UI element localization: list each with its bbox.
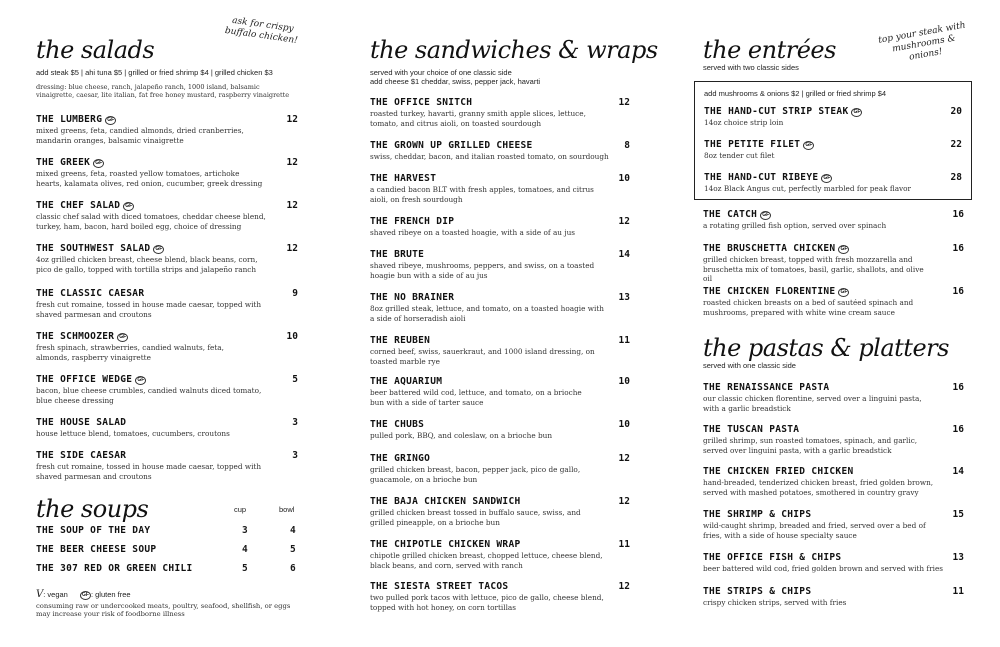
item-description: roasted chicken breasts on a bed of sautéed spinach and mushrooms, prepared with white wine cream sauce xyxy=(703,298,914,317)
gluten-free-icon: GF xyxy=(153,245,164,254)
menu-item xyxy=(36,417,298,439)
item-price: 9 xyxy=(292,288,298,299)
item-description: two pulled pork tacos with lettuce, pico de gallo, cheese blend, topped with hot honey, on corn tortillas xyxy=(370,593,604,612)
item-description: beer battered wild cod, fried golden brown and served with fries xyxy=(703,564,944,573)
item-name: THE OFFICE WEDGE xyxy=(36,374,133,385)
menu-item xyxy=(370,173,630,204)
item-description: 14oz choice strip loin xyxy=(704,118,784,127)
soup-bowl-price: 6 xyxy=(290,563,296,574)
item-name: THE CHICKEN FLORENTINE xyxy=(703,286,836,297)
pastas-sub: served with one classic side xyxy=(703,361,796,370)
item-price: 16 xyxy=(952,209,964,220)
item-name: THE GREEK xyxy=(36,157,91,168)
item-price: 10 xyxy=(286,331,298,342)
item-name: THE HARVEST xyxy=(370,173,437,184)
item-price: 14 xyxy=(618,249,630,260)
item-name: THE FRENCH DIP xyxy=(370,216,455,227)
item-name: THE SOUTHWEST SALAD xyxy=(36,243,151,254)
item-name: THE CATCH xyxy=(703,209,758,220)
item-price: 12 xyxy=(618,453,630,464)
item-name: THE SIDE CAESAR xyxy=(36,450,127,461)
item-description: corned beef, swiss, sauerkraut, and 1000 island dressing, on toasted marble rye xyxy=(370,347,595,366)
entrees-sub: served with two classic sides xyxy=(703,63,799,72)
gluten-free-icon: GF xyxy=(123,202,134,211)
item-description: chipotle grilled chicken breast, chopped lettuce, cheese blend, black beans, and corn, served with ranch xyxy=(370,551,603,570)
menu-item xyxy=(703,382,964,413)
item-description: beer battered wild cod, lettuce, and tomato, on a brioche bun with a side of tarter sauce xyxy=(370,388,582,407)
menu-item xyxy=(704,139,962,161)
item-name: THE SCHMOOZER xyxy=(36,331,115,342)
item-description: house lettuce blend, tomatoes, cucumbers, croutons xyxy=(36,429,230,438)
soup-cup-price: 5 xyxy=(242,563,248,574)
menu-item xyxy=(370,216,630,238)
menu-item xyxy=(703,552,964,574)
item-description: pulled pork, BBQ, and coleslaw, on a brioche bun xyxy=(370,431,553,440)
item-description: shaved ribeye, mushrooms, peppers, and swiss, on a toasted hoagie bun with a side of au jus xyxy=(370,261,595,280)
menu-item xyxy=(36,157,298,188)
item-price: 12 xyxy=(286,200,298,211)
item-price: 3 xyxy=(292,450,298,461)
item-name: THE SIESTA STREET TACOS xyxy=(370,581,509,592)
menu-item xyxy=(704,172,962,194)
soup-row xyxy=(36,525,298,539)
menu-item xyxy=(370,335,630,366)
item-name: THE CLASSIC CAESAR xyxy=(36,288,145,299)
item-price: 16 xyxy=(952,243,964,254)
item-price: 12 xyxy=(618,216,630,227)
item-price: 12 xyxy=(286,157,298,168)
gluten-free-icon: GF xyxy=(105,116,116,125)
pastas-title: the pastas & platters xyxy=(703,334,949,362)
item-description: mixed greens, feta, candied almonds, dried cranberries, mandarin oranges, balsamic vinaigrette xyxy=(36,126,244,145)
salads-handwritten-note: ask for crispy buffalo chicken! xyxy=(224,15,299,47)
entrees-handwritten-note: top your steak with mushrooms & onions! xyxy=(877,20,967,63)
item-description: crispy chicken strips, served with fries xyxy=(703,598,847,607)
gluten-free-icon: GF xyxy=(93,159,104,168)
menu-item xyxy=(370,453,630,484)
item-name: THE SOUP OF THE DAY xyxy=(36,525,151,536)
item-description: 4oz grilled chicken breast, cheese blend, black beans, corn, pico de gallo, topped with tortilla strips and jalapeño ranch xyxy=(36,255,258,274)
item-description: swiss, cheddar, bacon, and italian roasted tomato, on sourdough xyxy=(370,152,609,161)
soup-bowl-price: 4 xyxy=(290,525,296,536)
steaks-box xyxy=(694,81,972,200)
item-price: 10 xyxy=(618,376,630,387)
item-name: THE BAJA CHICKEN SANDWICH xyxy=(370,496,521,507)
item-name: THE SHRIMP & CHIPS xyxy=(703,509,812,520)
menu-item xyxy=(703,424,964,455)
item-description: grilled chicken breast, bacon, pepper jack, pico de gallo, guacamole, on a brioche bun xyxy=(370,465,581,484)
gluten-free-icon: GF xyxy=(760,211,771,220)
item-name: THE HOUSE SALAD xyxy=(36,417,127,428)
gluten-free-icon: GF xyxy=(838,288,849,297)
item-name: THE PETITE FILET xyxy=(704,139,801,150)
item-description: wild-caught shrimp, breaded and fried, served over a bed of fries, with a side of house specialty sauce xyxy=(703,521,926,540)
menu-item xyxy=(703,209,964,231)
item-name: THE STRIPS & CHIPS xyxy=(703,586,812,597)
item-name: THE 307 RED OR GREEN CHILI xyxy=(36,563,193,574)
item-description: grilled chicken breast, topped with fresh mozzarella and bruschetta mix of tomatoes, basil, garlic, shallots, and olive oil xyxy=(703,255,924,283)
soup-row xyxy=(36,563,298,577)
item-price: 12 xyxy=(286,114,298,125)
salads-addons: add steak $5 | ahi tuna $5 | grilled or fried shrimp $4 | grilled chicken $3 xyxy=(36,68,273,77)
item-price: 10 xyxy=(618,173,630,184)
sandwiches-sub1: served with your choice of one classic side xyxy=(370,68,512,77)
item-name: THE AQUARIUM xyxy=(370,376,443,387)
gluten-free-icon: GF xyxy=(803,141,814,150)
menu-item xyxy=(36,374,298,405)
foodborne-warning: consuming raw or undercooked meats, poultry, seafood, shellfish, or eggs may increase your risk of foodborne illness xyxy=(36,602,291,618)
menu-item xyxy=(370,376,630,407)
menu-item xyxy=(703,466,964,497)
item-price: 14 xyxy=(952,466,964,477)
gluten-free-icon: GF xyxy=(135,376,146,385)
menu-item xyxy=(704,106,962,128)
item-description: a rotating grilled fish option, served over spinach xyxy=(703,221,887,230)
item-price: 5 xyxy=(292,374,298,385)
item-description: our classic chicken florentine, served over a linguini pasta, with a garlic breadstick xyxy=(703,394,922,413)
item-description: shaved ribeye on a toasted hoagie, with a side of au jus xyxy=(370,228,576,237)
menu-item xyxy=(36,200,298,231)
item-description: grilled shrimp, sun roasted tomatoes, spinach, and garlic, served over linguini pasta, with a garlic breadstick xyxy=(703,436,918,455)
item-name: THE CHUBS xyxy=(370,419,425,430)
item-price: 15 xyxy=(952,509,964,520)
item-description: bacon, blue cheese crumbles, candied walnuts diced tomato, blue cheese dressing xyxy=(36,386,262,405)
item-description: grilled chicken breast tossed in buffalo sauce, swiss, and grilled pineapple, on a brioche bun xyxy=(370,508,581,527)
gluten-free-icon: GF xyxy=(80,591,91,600)
item-name: THE NO BRAINER xyxy=(370,292,455,303)
item-description: 14oz Black Angus cut, perfectly marbled for peak flavor xyxy=(704,184,912,193)
entrees-title: the entrées xyxy=(703,36,836,64)
menu-item xyxy=(370,419,630,441)
gluten-free-label: gluten free xyxy=(95,590,131,599)
legend: V: vegan GF : gluten free consuming raw or undercooked meats, poultry, seafood, shellfish, or eggs may increase your risk of foodborne illness xyxy=(36,590,306,618)
vegan-label: vegan xyxy=(47,590,68,599)
menu-item xyxy=(36,243,298,274)
menu-item xyxy=(36,450,298,481)
menu-item xyxy=(703,243,964,284)
item-price: 16 xyxy=(952,286,964,297)
menu-item xyxy=(36,331,298,362)
menu-item xyxy=(370,581,630,612)
menu-item xyxy=(36,288,298,319)
item-price: 12 xyxy=(618,496,630,507)
item-name: THE OFFICE FISH & CHIPS xyxy=(703,552,842,563)
menu-item xyxy=(370,539,630,570)
item-price: 16 xyxy=(952,424,964,435)
item-description: classic chef salad with diced tomatoes, cheddar cheese blend, turkey, ham, bacon, hard boiled egg, choice of dressing xyxy=(36,212,266,231)
menu-item xyxy=(703,586,964,608)
soup-cup-price: 3 xyxy=(242,525,248,536)
gluten-free-icon: GF xyxy=(851,108,862,117)
item-description: roasted turkey, havarti, granny smith apple slices, lettuce, tomato, and citrus aioli, on toasted sourdough xyxy=(370,109,586,128)
gluten-free-icon: GF xyxy=(821,174,832,183)
item-price: 20 xyxy=(950,106,962,117)
menu-item xyxy=(370,496,630,527)
item-description: 8oz grilled steak, lettuce, and tomato, on a toasted hoagie with a side of horseradish aioli xyxy=(370,304,604,323)
item-name: THE OFFICE SNITCH xyxy=(370,97,473,108)
item-description: fresh cut romaine, tossed in house made caesar, topped with shaved parmesan and croutons xyxy=(36,300,262,319)
soup-bowl-price: 5 xyxy=(290,544,296,555)
item-price: 11 xyxy=(618,539,630,550)
menu-item xyxy=(36,114,298,145)
salads-dressing: dressing: blue cheese, ranch, jalapeño ranch, 1000 island, balsamic vinaigrette, caesar, lite italian, fat free honey mustard, raspberry vinaigrette xyxy=(36,83,290,99)
menu-item xyxy=(703,509,964,540)
menu-item xyxy=(370,249,630,280)
item-name: THE REUBEN xyxy=(370,335,431,346)
item-description: 8oz tender cut filet xyxy=(704,151,775,160)
soup-row xyxy=(36,544,298,558)
item-name: THE CHEF SALAD xyxy=(36,200,121,211)
menu-item xyxy=(703,286,964,317)
item-name: THE BRUTE xyxy=(370,249,425,260)
item-price: 3 xyxy=(292,417,298,428)
gluten-free-icon: GF xyxy=(838,245,849,254)
item-description: hand-breaded, tenderized chicken breast, fried golden brown, served with mashed potatoes, smothered in country gravy xyxy=(703,478,934,497)
sandwiches-title: the sandwiches & wraps xyxy=(370,36,658,64)
item-price: 13 xyxy=(618,292,630,303)
item-name: THE LUMBERG xyxy=(36,114,103,125)
menu-item xyxy=(370,292,630,323)
item-name: THE GRINGO xyxy=(370,453,431,464)
gluten-free-icon: GF xyxy=(117,333,128,342)
item-price: 8 xyxy=(624,140,630,151)
item-name: THE TUSCAN PASTA xyxy=(703,424,800,435)
item-name: THE GROWN UP GRILLED CHEESE xyxy=(370,140,533,151)
menu-item xyxy=(370,140,630,162)
item-price: 12 xyxy=(618,581,630,592)
item-price: 10 xyxy=(618,419,630,430)
item-price: 22 xyxy=(950,139,962,150)
soups-cup-header: cup xyxy=(234,505,247,514)
soup-cup-price: 4 xyxy=(242,544,248,555)
salads-title: the salads xyxy=(36,36,155,64)
item-name: THE RENAISSANCE PASTA xyxy=(703,382,830,393)
item-price: 28 xyxy=(950,172,962,183)
sandwiches-sub2: add cheese $1 cheddar, swiss, pepper jack, havarti xyxy=(370,77,541,86)
item-description: fresh spinach, strawberries, candied walnuts, feta, almonds, raspberry vinaigrette xyxy=(36,343,224,362)
item-name: THE HAND-CUT STRIP STEAK xyxy=(704,106,849,117)
item-price: 13 xyxy=(952,552,964,563)
menu-item xyxy=(370,97,630,128)
item-description: fresh cut romaine, tossed in house made caesar, topped with shaved parmesan and croutons xyxy=(36,462,262,481)
item-price: 12 xyxy=(286,243,298,254)
item-price: 16 xyxy=(952,382,964,393)
item-description: mixed greens, feta, roasted yellow tomatoes, artichoke hearts, kalamata olives, red onion, cucumber, greek dressing xyxy=(36,169,263,188)
item-name: THE BRUSCHETTA CHICKEN xyxy=(703,243,836,254)
item-name: THE HAND-CUT RIBEYE xyxy=(704,172,819,183)
vegan-icon: V xyxy=(36,589,44,600)
steaks-addons: add mushrooms & onions $2 | grilled or fried shrimp $4 xyxy=(704,89,887,98)
item-price: 11 xyxy=(618,335,630,346)
item-price: 12 xyxy=(618,97,630,108)
soups-title: the soups xyxy=(36,495,149,523)
item-price: 11 xyxy=(952,586,964,597)
item-name: THE BEER CHEESE SOUP xyxy=(36,544,157,555)
item-name: THE CHIPOTLE CHICKEN WRAP xyxy=(370,539,521,550)
item-name: THE CHICKEN FRIED CHICKEN xyxy=(703,466,854,477)
soups-bowl-header: bowl xyxy=(279,505,295,514)
item-description: a candied bacon BLT with fresh apples, tomatoes, and citrus aioli, on fresh sourdough xyxy=(370,185,594,204)
